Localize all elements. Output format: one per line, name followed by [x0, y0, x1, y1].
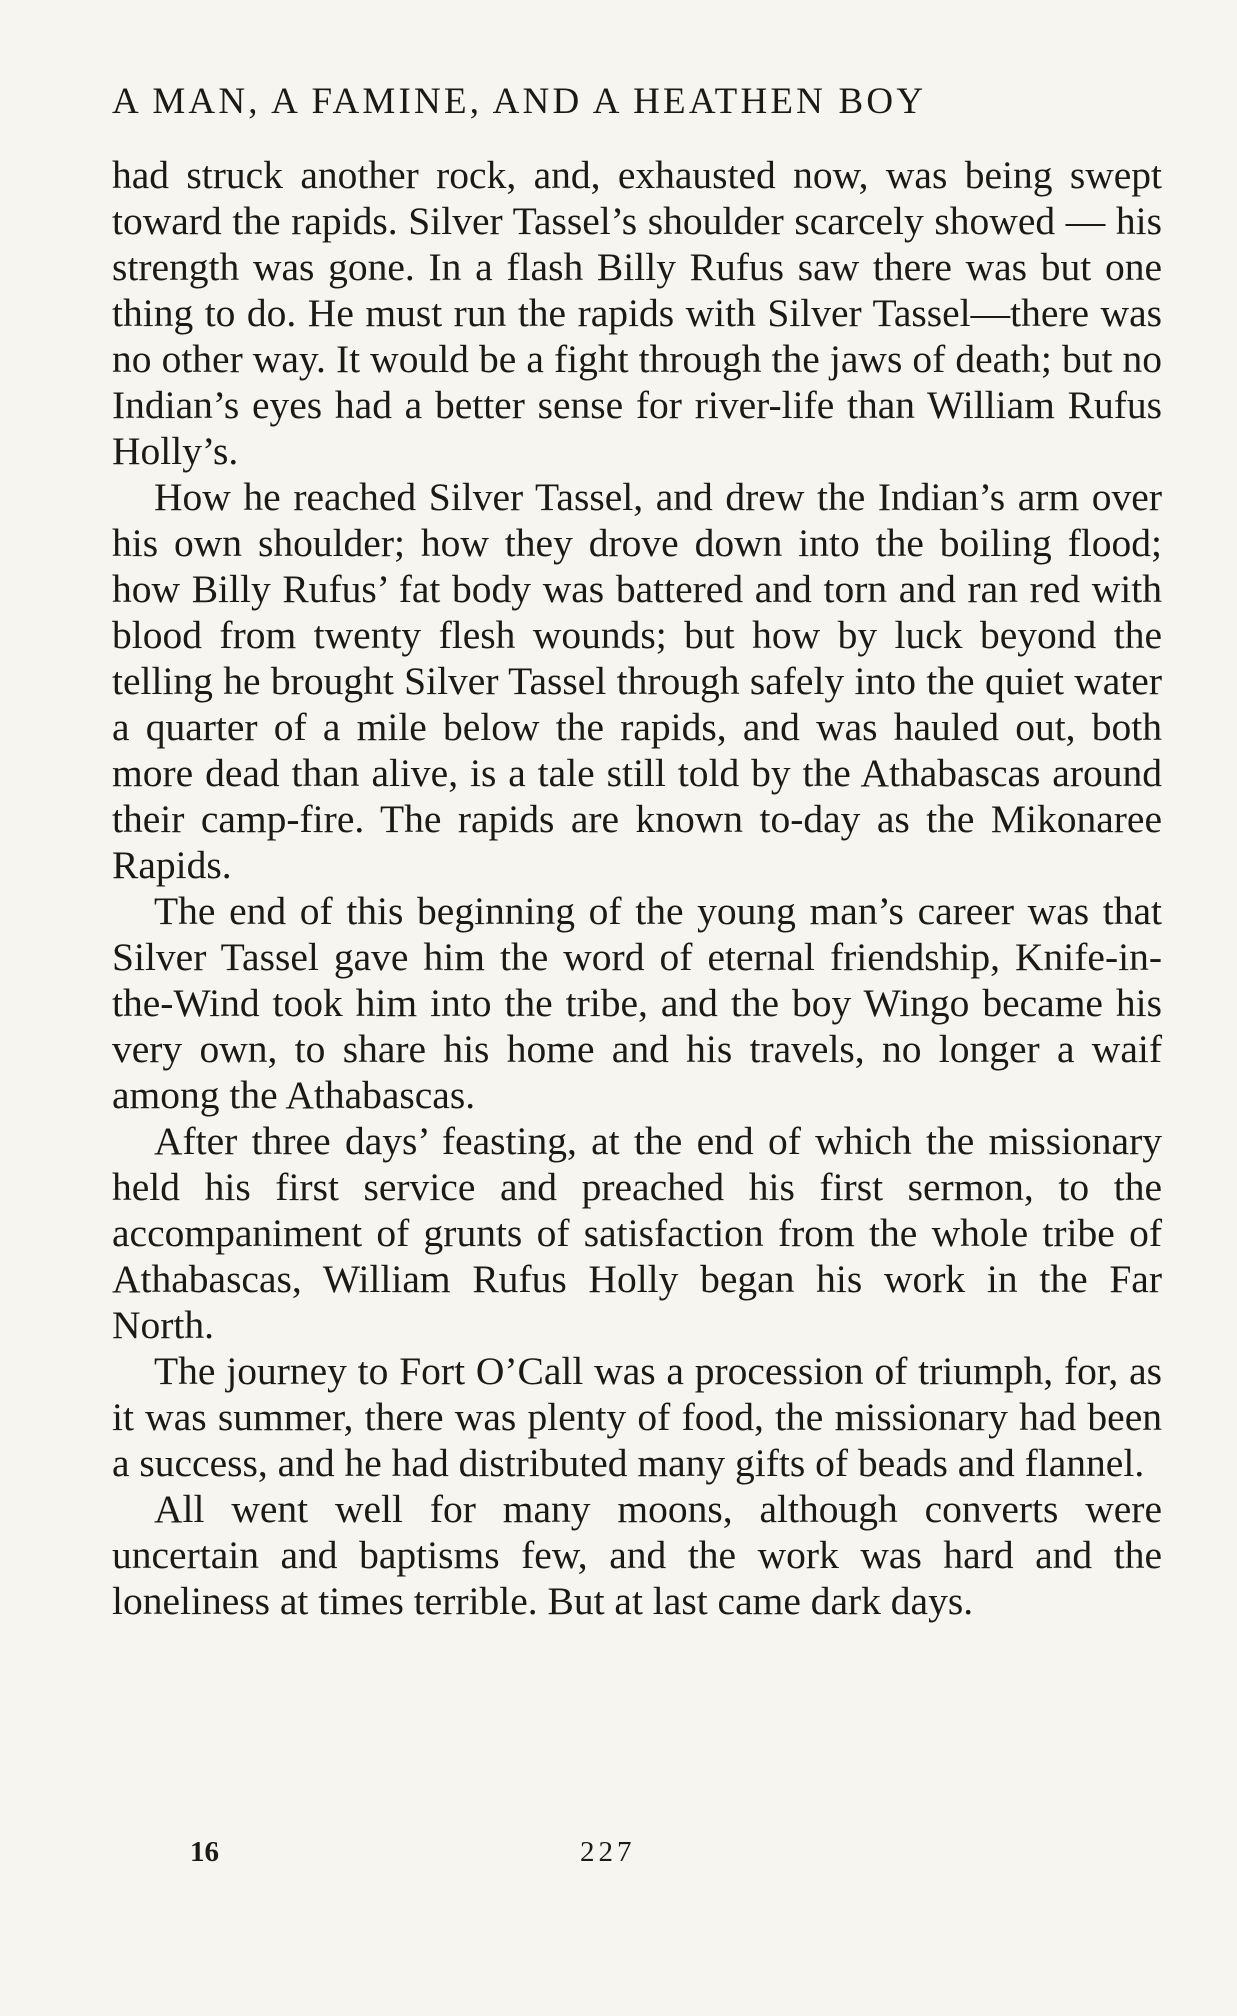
page-footer: [112, 1835, 1162, 1875]
paragraph-friendship: The end of this beginning of the young man’s career was that Silver Tassel gave him the word of eternal friendship, Knife-in-the-Wind took him into the tribe, and the boy Wingo became his very own, to share his home and his travels, no longer a waif among the Athabascas.: [112, 889, 1162, 1117]
paragraph-journey: The journey to Fort O’Call was a procession of triumph, for, as it was summer, there was plenty of food, the missionary had been a success, and he had distributed many gifts of beads and flannel.: [112, 1349, 1162, 1485]
running-head: A MAN, A FAMINE, AND A HEATHEN BOY: [112, 81, 927, 122]
paragraph-dark-days: All went well for many moons, although converts were uncertain and baptisms few, and the work was hard and the loneliness at times terrible. But at last came dark days.: [112, 1487, 1162, 1623]
paragraph-continuation: had struck another rock, and, exhausted now, was being swept toward the rapids. Silver Tassel’s shoulder scarcely showed — his strength was gone. In a flash Billy Rufus saw there was but one thing to do. He must run the rapids with Silver Tassel—there was no other way. It would be a fight through the jaws of death; but no Indian’s eyes had a better sense for river-life than William Rufus Holly’s.: [112, 153, 1162, 473]
body-text: [112, 152, 1162, 1624]
page-number: 227: [580, 1836, 636, 1868]
book-page: [112, 81, 1162, 1868]
paragraph-first-sermon: After three days’ feasting, at the end of which the missionary held his first service and preached his first sermon, to the accompaniment of grunts of satisfaction from the whole tribe of Athabascas, William Rufus Holly began his work in the Far North.: [112, 1119, 1162, 1347]
signature-mark: 16: [190, 1836, 219, 1868]
paragraph-rescue: How he reached Silver Tassel, and drew the Indian’s arm over his own shoulder; how they drove down into the boiling flood; how Billy Rufus’ fat body was battered and torn and ran red with blood from twenty flesh wounds; but how by luck beyond the telling he brought Silver Tassel through safely into the quiet water a quarter of a mile below the rapids, and was hauled out, both more dead than alive, is a tale still told by the Athabascas around their camp-fire. The rapids are known to-day as the Mikonaree Rapids.: [112, 475, 1162, 887]
